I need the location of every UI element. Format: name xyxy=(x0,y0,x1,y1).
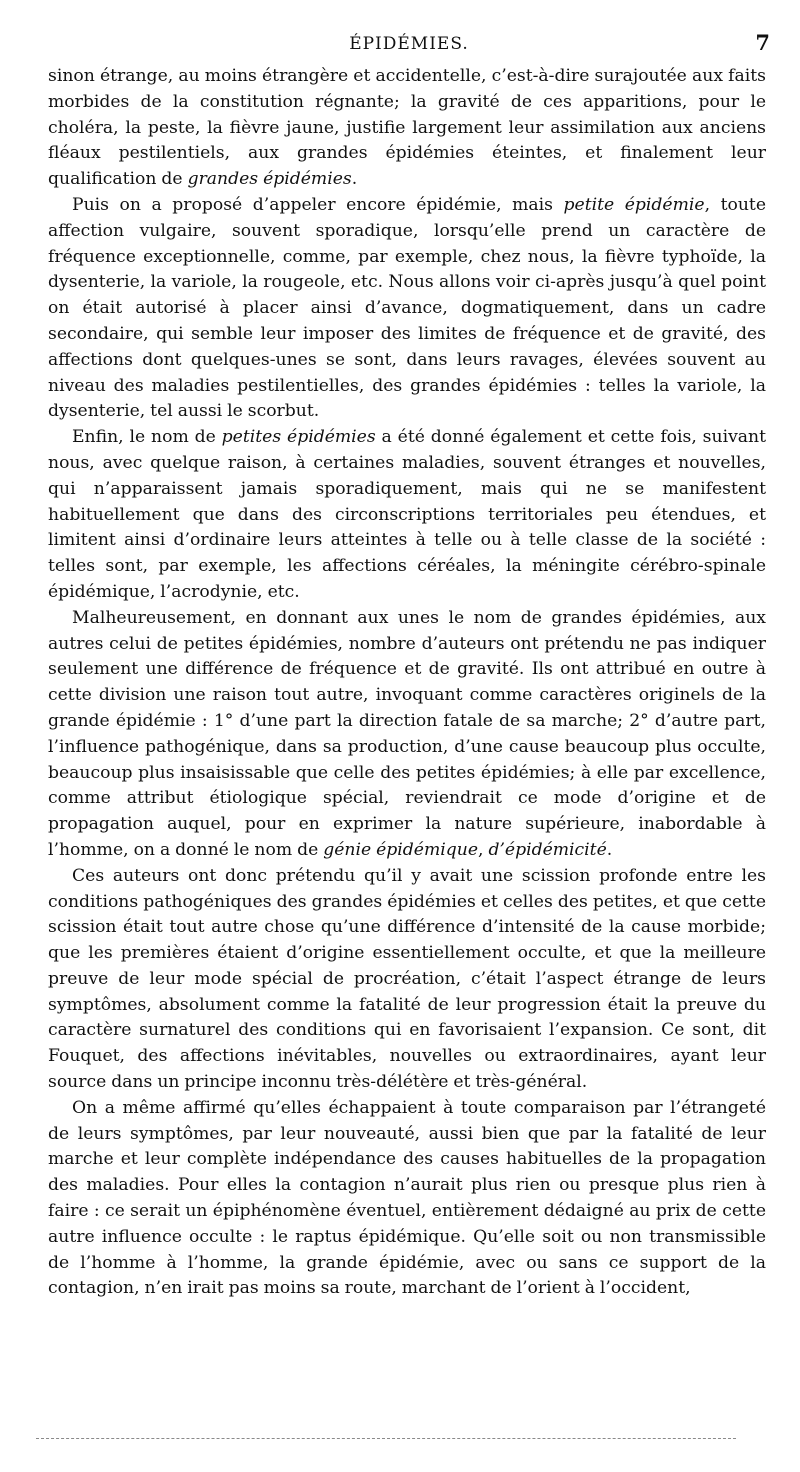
text-run: , toute affection vulgaire, souvent sporadique, lorsqu’elle prend un caractère de fréquence exceptionnelle, comme, par exemple, chez nous, la fièvre typhoïde, la dysenterie, la variole, la rougeole, etc. Nous allons voir ci-après jusqu’à quel point on était autorisé à placer ainsi d’avance, dogmatiquement, dans un cadre secondaire, qui semble leur imposer des limites de fréquence et de gravité, des affections dont quelques-unes se sont, dans leurs ravages, élevées souvent au niveau des maladies pestilentielles, des grandes épidémies : telles la variole, la dysenterie, tel aussi le scorbut. xyxy=(48,194,766,422)
italic-term: petites épidémies xyxy=(221,427,376,448)
text-run: , xyxy=(478,839,489,860)
text-run: . xyxy=(606,839,613,860)
text-run: . xyxy=(351,169,358,190)
text-run: Enfin, le nom de xyxy=(72,427,222,448)
italic-term: d’épidémicité xyxy=(488,839,607,860)
text-run: a été donné également et cette fois, suivant nous, avec quelque raison, à certaines maladies, souvent étranges et nouvelles, qui n’apparaissent jamais sporadiquement, mais qui ne se manifestent habituellement que dans des circonscriptions territoriales peu étendues, et limitent ainsi d’ordinaire leurs atteintes à telle ou à telle classe de la société : telles sont, par exemple, les affections céréales, la méningite cérébro-spinale épidémique, l’acrodynie, etc. xyxy=(48,427,766,602)
running-head xyxy=(48,28,770,64)
text-run: sinon étrange, au moins étrangère et accidentelle, c’est-à-dire surajoutée aux faits morbides de la constitution régnante; la gravité de ces apparitions, pour le choléra, la peste, la fièvre jaune, justifie largement leur assimilation aux anciens fléaux pestilentiels, aux grandes épidémies éteintes, et finalement leur qualification de xyxy=(48,66,766,190)
paragraph xyxy=(48,864,766,1096)
paragraph xyxy=(48,1096,766,1302)
text-run: On a même affirmé qu’elles échappaient à toute comparaison par l’étrangeté de leurs symptômes, par leur nouveauté, aussi bien que par la fatalité de leur marche et leur complète indépendance des causes habituelles de la propagation des maladies. Pour elles la contagion n’aurait plus rien ou presque plus rien à faire : ce serait un épiphénomène éventuel, entièrement dédaigné au prix de cette autre influence occulte : le raptus épidémique. Qu’elle soit ou non transmissible de l’homme à l’homme, la grande épidémie, avec ou sans ce support de la contagion, n’en irait pas moins sa route, marchant de l’orient à l’occident, xyxy=(48,1097,766,1299)
paragraph xyxy=(48,425,766,606)
paragraph xyxy=(48,64,766,193)
bottom-dashed-rule xyxy=(36,1438,736,1439)
italic-term: génie épidémique xyxy=(323,839,479,860)
body-text xyxy=(48,64,766,1302)
running-title: ÉPIDÉMIES. xyxy=(349,34,469,54)
text-run: Puis on a proposé d’appeler encore épidémie, mais xyxy=(72,194,564,215)
paragraph xyxy=(48,606,766,864)
paragraph xyxy=(48,193,766,425)
italic-term: grandes épidémies xyxy=(187,169,352,190)
italic-term: petite épidémie xyxy=(563,194,705,215)
page-number: 7 xyxy=(755,30,770,55)
text-run: Malheureusement, en donnant aux unes le nom de grandes épidémies, aux autres celui de petites épidémies, nombre d’auteurs ont prétendu ne pas indiquer seulement une différence de fréquence et de gravité. Ils ont attribué en outre à cette division une raison tout autre, invoquant comme caractères originels de la grande épidémie : 1° d’une part la direction fatale de sa marche; 2° d’autre part, l’influence pathogénique, dans sa production, d’une cause beaucoup plus occulte, beaucoup plus insaisissable que celle des petites épidémies; à elle par excellence, comme attribut étiologique spécial, reviendrait ce mode d’origine et de propagation auquel, pour en exprimer la nature supérieure, inabordable à l’homme, on a donné le nom de xyxy=(48,607,766,860)
text-run: Ces auteurs ont donc prétendu qu’il y avait une scission profonde entre les conditions pathogéniques des grandes épidémies et celles des petites, et que cette scission était tout autre chose qu’une différence d’intensité de la cause morbide; que les premières étaient d’origine essentiellement occulte, et que la meilleure preuve de leur mode spécial de procréation, c’était l’aspect étrange de leurs symptômes, absolument comme la fatalité de leur progression était la preuve du caractère surnaturel des conditions qui en favorisaient l’expansion. Ce sont, dit Fouquet, des affections inévitables, nouvelles ou extraordinaires, ayant leur source dans un principe inconnu très-délétère et très-général. xyxy=(48,865,766,1093)
